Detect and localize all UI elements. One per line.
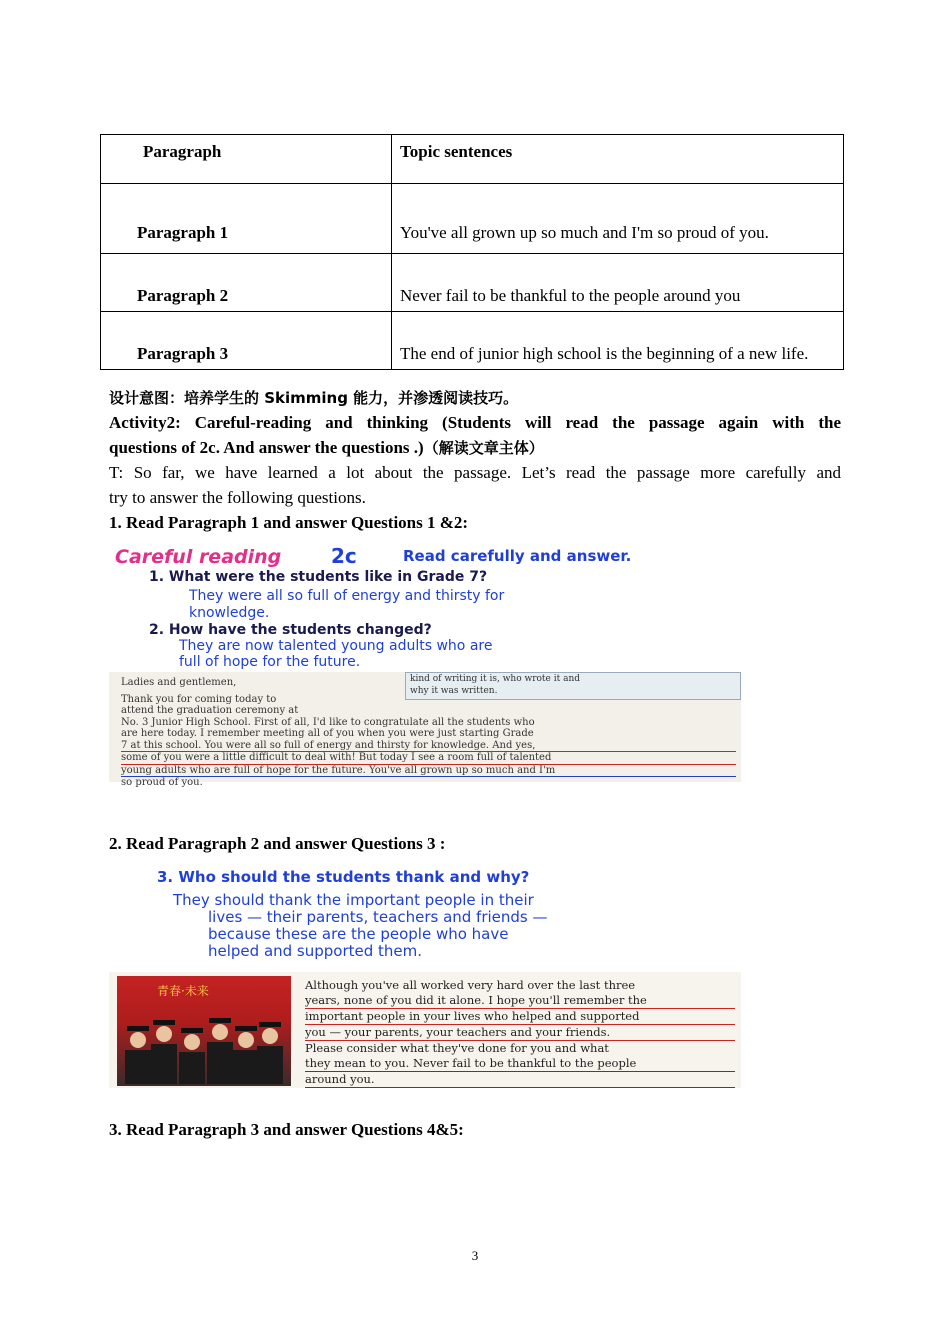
- exercise-code: 2c: [331, 544, 357, 568]
- activity2-title-line1: Activity2: Careful-reading and thinking (Students will read the passage again with the: [109, 413, 841, 432]
- answer-2-line2: full of hope for the future.: [179, 654, 361, 670]
- passage-line: Ladies and gentlemen,: [121, 677, 237, 688]
- passage-line: Please consider what they've done for you and what: [305, 1041, 609, 1055]
- note-line2: why it was written.: [410, 686, 498, 696]
- design-intent: 设计意图：培养学生的 Skimming 能力，并渗透阅读技巧。: [109, 389, 519, 407]
- answer-1-line1: They were all so full of energy and thirsty for: [189, 588, 505, 604]
- step3-heading: 3. Read Paragraph 3 and answer Questions 4&5:: [109, 1120, 464, 1139]
- step2-heading: 2. Read Paragraph 2 and answer Questions 3 :: [109, 834, 446, 853]
- question-1: 1. What were the students like in Grade 7?: [149, 569, 488, 585]
- passage-1-text: [121, 677, 736, 789]
- sentence-cell: Never fail to be thankful to the people around you: [392, 254, 844, 312]
- answer-3-line1: They should thank the important people in their: [173, 891, 534, 909]
- paragraph-cell: Paragraph 2: [101, 254, 392, 312]
- passage-line: you — your parents, your teachers and your friends.: [305, 1025, 735, 1041]
- passage-line: Thank you for coming today to: [121, 693, 277, 705]
- passage-line: they mean to you. Never fail to be thankful to the people: [305, 1056, 735, 1072]
- passage-line: 7 at this school. You were all so full of energy and thirsty for knowledge. And yes,: [121, 740, 736, 753]
- careful-reading-label: Careful reading: [115, 546, 282, 568]
- table-row: [101, 312, 844, 370]
- table-header-row: [101, 135, 844, 184]
- activity2-title-line2: [109, 436, 841, 460]
- passage-line: so proud of you.: [121, 777, 203, 788]
- answer-1-line2: knowledge.: [189, 605, 270, 621]
- paragraph-cell: Paragraph 1: [101, 184, 392, 254]
- answer-3-line4: helped and supported them.: [208, 942, 423, 960]
- passage-line: No. 3 Junior High School. First of all, I'd like to congratulate all the students who: [121, 716, 535, 728]
- page-number: 3: [471, 1248, 479, 1263]
- passage-line: around you.: [305, 1072, 735, 1088]
- photo-caption: 青春·未来: [157, 984, 209, 998]
- table-row: [101, 254, 844, 312]
- question-2: 2. How have the students changed?: [149, 622, 432, 638]
- passage-2-text: [305, 978, 735, 1088]
- question-3-qa-image: [109, 866, 741, 966]
- paragraph-cell: Paragraph 3: [101, 312, 392, 370]
- graduates-illustration: [123, 1016, 285, 1084]
- header-paragraph: Paragraph: [101, 135, 392, 184]
- passage-line: are here today. I remember meeting all of you when you were just starting Grade: [121, 728, 534, 739]
- activity2-title-cn: （解读文章主体）: [423, 439, 544, 457]
- passage-line: attend the graduation ceremony at: [121, 705, 299, 716]
- note-line1: kind of writing it is, who wrote it and: [410, 674, 581, 684]
- topic-sentences-table: [100, 134, 844, 370]
- step1-heading: 1. Read Paragraph 1 and answer Questions 1 &2:: [109, 513, 469, 532]
- activity2-title-text: questions of 2c. And answer the questions .): [109, 438, 424, 457]
- passage-line: some of you were a little difficult to deal with! But today I see a room full of talented: [121, 752, 736, 765]
- passage-excerpt-1: [109, 672, 741, 788]
- passage-line: Although you've all worked very hard over the last three: [305, 978, 636, 992]
- question-3: 3. Who should the students thank and why?: [157, 868, 530, 886]
- teacher-line2: try to answer the following questions.: [109, 488, 366, 507]
- answer-3-line2: lives — their parents, teachers and friends —: [208, 908, 548, 926]
- passage-excerpt-2: [109, 972, 741, 1088]
- careful-reading-qa-image: [109, 544, 741, 670]
- table-row: [101, 184, 844, 254]
- answer-3-line3: because these are the people who have: [208, 925, 509, 943]
- graduation-photo: [117, 976, 291, 1086]
- teacher-line1: T: So far, we have learned a lot about the passage. Let’s read the passage more carefully and: [109, 463, 841, 482]
- exercise-instruction: Read carefully and answer.: [403, 547, 632, 565]
- sentence-cell: You've all grown up so much and I'm so proud of you.: [392, 184, 844, 254]
- header-topic-sentences: Topic sentences: [392, 135, 844, 184]
- passage-line: young adults who are full of hope for the future. You've all grown up so much and I'm: [121, 765, 736, 778]
- passage-line: important people in your lives who helped and supported: [305, 1009, 735, 1025]
- answer-2-line1: They are now talented young adults who are: [179, 638, 493, 654]
- sentence-cell: The end of junior high school is the beginning of a new life.: [392, 312, 844, 370]
- passage-line: years, none of you did it alone. I hope you'll remember the: [305, 993, 735, 1009]
